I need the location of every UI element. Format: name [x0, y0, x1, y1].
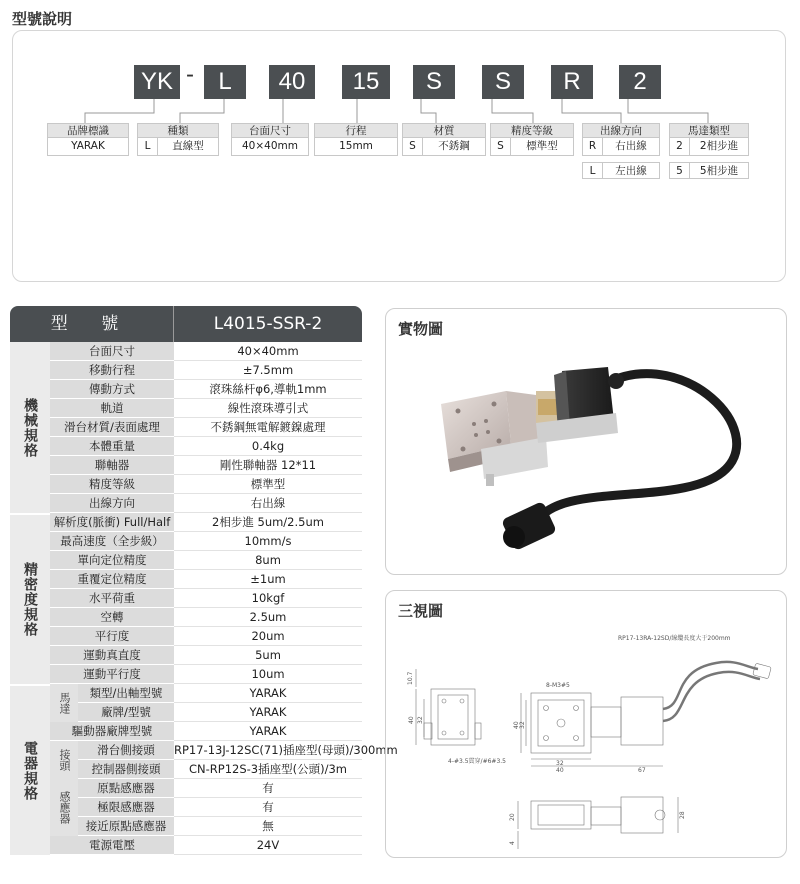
spec-value: 10um — [174, 665, 362, 684]
spec-row-precision — [50, 532, 362, 551]
spec-label: 原點感應器 — [78, 779, 174, 798]
three-view-drawing — [386, 591, 788, 859]
code-segment-stroke: 15 — [342, 65, 390, 99]
spec-row-precision — [50, 513, 362, 532]
spec-row-sensor — [78, 798, 362, 817]
spec-value: 40×40mm — [174, 342, 362, 361]
spec-label: 解析度(脈衝) Full/Half — [50, 513, 174, 532]
spec-value: 標準型 — [174, 475, 362, 494]
spec-value: 線性滾珠導引式 — [174, 399, 362, 418]
dim-40-front: 40 — [408, 716, 415, 724]
spec-label: 最高速度（全步級） — [50, 532, 174, 551]
code-dash: - — [186, 61, 194, 88]
spec-value: CN-RP12S-3插座型(公頭)/3m — [174, 760, 362, 779]
spec-row-mechanical — [50, 456, 362, 475]
spec-label: 滑台側接頭 — [78, 741, 174, 760]
dim-40-top: 40 — [513, 721, 520, 729]
dim-8-m3: 8-M3#5 — [546, 682, 570, 689]
spec-value: 20um — [174, 627, 362, 646]
spec-row-precision — [50, 551, 362, 570]
spec-row-mechanical — [50, 475, 362, 494]
spec-value: 0.4kg — [174, 437, 362, 456]
dim-28: 28 — [679, 811, 686, 819]
spec-header-label: 型 號 — [10, 306, 174, 342]
code-segment-brand: YK — [134, 65, 180, 99]
spec-label: 單向定位精度 — [50, 551, 174, 570]
group-stroke: 行程 15mm — [314, 123, 398, 156]
spec-label: 水平荷重 — [50, 589, 174, 608]
spec-label: 極限感應器 — [78, 798, 174, 817]
model-code-panel — [12, 30, 786, 282]
dim-20: 20 — [509, 813, 516, 821]
spec-row-precision — [50, 570, 362, 589]
spec-value: 2.5um — [174, 608, 362, 627]
spec-label: 聯軸器 — [50, 456, 174, 475]
spec-label: 台面尺寸 — [50, 342, 174, 361]
spec-row-mechanical — [50, 342, 362, 361]
spec-value: 不銹鋼無電解鍍鎳處理 — [174, 418, 362, 437]
spec-value: RP17-13J-12SC(71)插座型(母頭)/300mm — [174, 741, 362, 760]
spec-label: 運動平行度 — [50, 665, 174, 684]
spec-value: 2相步進 5um/2.5um — [174, 513, 362, 532]
spec-label: 移動行程 — [50, 361, 174, 380]
spec-label: 電源電壓 — [50, 836, 174, 855]
spec-row-sensor — [78, 817, 362, 836]
dim-67: 67 — [638, 767, 646, 774]
spec-row-power — [50, 836, 362, 855]
spec-value: ±1um — [174, 570, 362, 589]
spec-value: 剛性聯軸器 12*11 — [174, 456, 362, 475]
spec-header-model: L4015-SSR-2 — [213, 314, 323, 334]
dim-40-bottom: 40 — [556, 767, 564, 774]
spec-table-header — [10, 306, 362, 342]
code-segment-material: S — [413, 65, 455, 99]
spec-label: 平行度 — [50, 627, 174, 646]
dim-32-bottom: 32 — [556, 760, 564, 767]
views-title: 三視圖 — [398, 602, 444, 620]
spec-value: ±7.5mm — [174, 361, 362, 380]
code-segment-type: L — [204, 65, 246, 99]
spec-label: 接近原點感應器 — [78, 817, 174, 836]
spec-row-connector — [78, 760, 362, 779]
spec-label: 運動真直度 — [50, 646, 174, 665]
spec-row-precision — [50, 646, 362, 665]
spec-label: 滑台材質/表面處理 — [50, 418, 174, 437]
group-brand: 品牌標識 YARAK — [47, 123, 129, 156]
dim-32-front: 32 — [417, 716, 424, 724]
group-table-size: 台面尺寸 40×40mm — [231, 123, 309, 156]
spec-label: 軌道 — [50, 399, 174, 418]
spec-row-mechanical — [50, 361, 362, 380]
spec-value: 有 — [174, 798, 362, 817]
spec-row-precision — [50, 627, 362, 646]
spec-row-sensor — [78, 779, 362, 798]
spec-value: 有 — [174, 779, 362, 798]
code-connector-lines — [13, 31, 787, 283]
category-precision: 精密度規格 — [10, 513, 50, 684]
group-outlet: 出線方向 R 右出線 L 左出線 — [582, 123, 660, 156]
spec-value: 10kgf — [174, 589, 362, 608]
subcategory-sensor: 感應器 — [50, 779, 78, 836]
spec-row-motor — [78, 703, 362, 722]
category-mechanical: 機械規格 — [10, 342, 50, 513]
group-type: 種類 L 直線型 — [137, 123, 219, 156]
spec-label: 廠牌/型號 — [78, 703, 174, 722]
three-views-panel — [385, 590, 787, 858]
dim-32-top: 32 — [519, 721, 526, 729]
spec-label: 傳動方式 — [50, 380, 174, 399]
spec-row-mechanical — [50, 380, 362, 399]
product-photo — [386, 309, 788, 576]
group-motor: 馬達類型 2 2相步進 5 5相步進 — [669, 123, 749, 156]
subcategory-connector: 接頭 — [50, 741, 78, 779]
spec-row-motor — [78, 684, 362, 703]
code-segment-size: 40 — [269, 65, 315, 99]
spec-row-driver — [50, 722, 362, 741]
spec-value: YARAK — [174, 703, 362, 722]
dim-10-7: 10.7 — [407, 671, 414, 685]
spec-row-precision — [50, 608, 362, 627]
spec-value: 10mm/s — [174, 532, 362, 551]
spec-value: 24V — [174, 836, 362, 855]
spec-row-precision — [50, 665, 362, 684]
dim-4: 4 — [509, 841, 516, 845]
spec-value: YARAK — [174, 684, 362, 703]
spec-label: 重覆定位精度 — [50, 570, 174, 589]
dim-4-m35: 4-#3.5貫穿/#6#3.5 — [448, 758, 506, 765]
code-segment-accuracy: S — [482, 65, 524, 99]
spec-row-mechanical — [50, 437, 362, 456]
model-section-title: 型號說明 — [12, 10, 73, 28]
spec-label: 控制器側接頭 — [78, 760, 174, 779]
spec-value: 滾珠絲杆φ6,導軌1mm — [174, 380, 362, 399]
spec-label: 本體重量 — [50, 437, 174, 456]
spec-value: 無 — [174, 817, 362, 836]
group-material: 材質 S 不銹鋼 — [402, 123, 486, 156]
spec-label: 類型/出軸型號 — [78, 684, 174, 703]
spec-row-mechanical — [50, 494, 362, 513]
spec-label: 空轉 — [50, 608, 174, 627]
spec-row-mechanical — [50, 418, 362, 437]
spec-row-connector — [78, 741, 398, 760]
spec-row-precision — [50, 589, 362, 608]
category-electrical: 電器規格 — [10, 684, 50, 855]
spec-label: 出線方向 — [50, 494, 174, 513]
photo-panel — [385, 308, 787, 575]
spec-value: YARAK — [174, 722, 362, 741]
spec-row-mechanical — [50, 399, 362, 418]
spec-value: 右出線 — [174, 494, 362, 513]
subcategory-motor: 馬達 — [50, 684, 78, 722]
spec-label: 驅動器廠牌型號 — [50, 722, 174, 741]
spec-value: 5um — [174, 646, 362, 665]
spec-label: 精度等級 — [50, 475, 174, 494]
photo-title: 實物圖 — [398, 320, 444, 338]
code-segment-outlet: R — [551, 65, 593, 99]
group-accuracy: 精度等級 S 標準型 — [490, 123, 574, 156]
code-segment-motor: 2 — [619, 65, 661, 99]
dim-cable-note: RP17-13RA-12SD/線纜長度大于200mm — [618, 635, 731, 642]
spec-value: 8um — [174, 551, 362, 570]
